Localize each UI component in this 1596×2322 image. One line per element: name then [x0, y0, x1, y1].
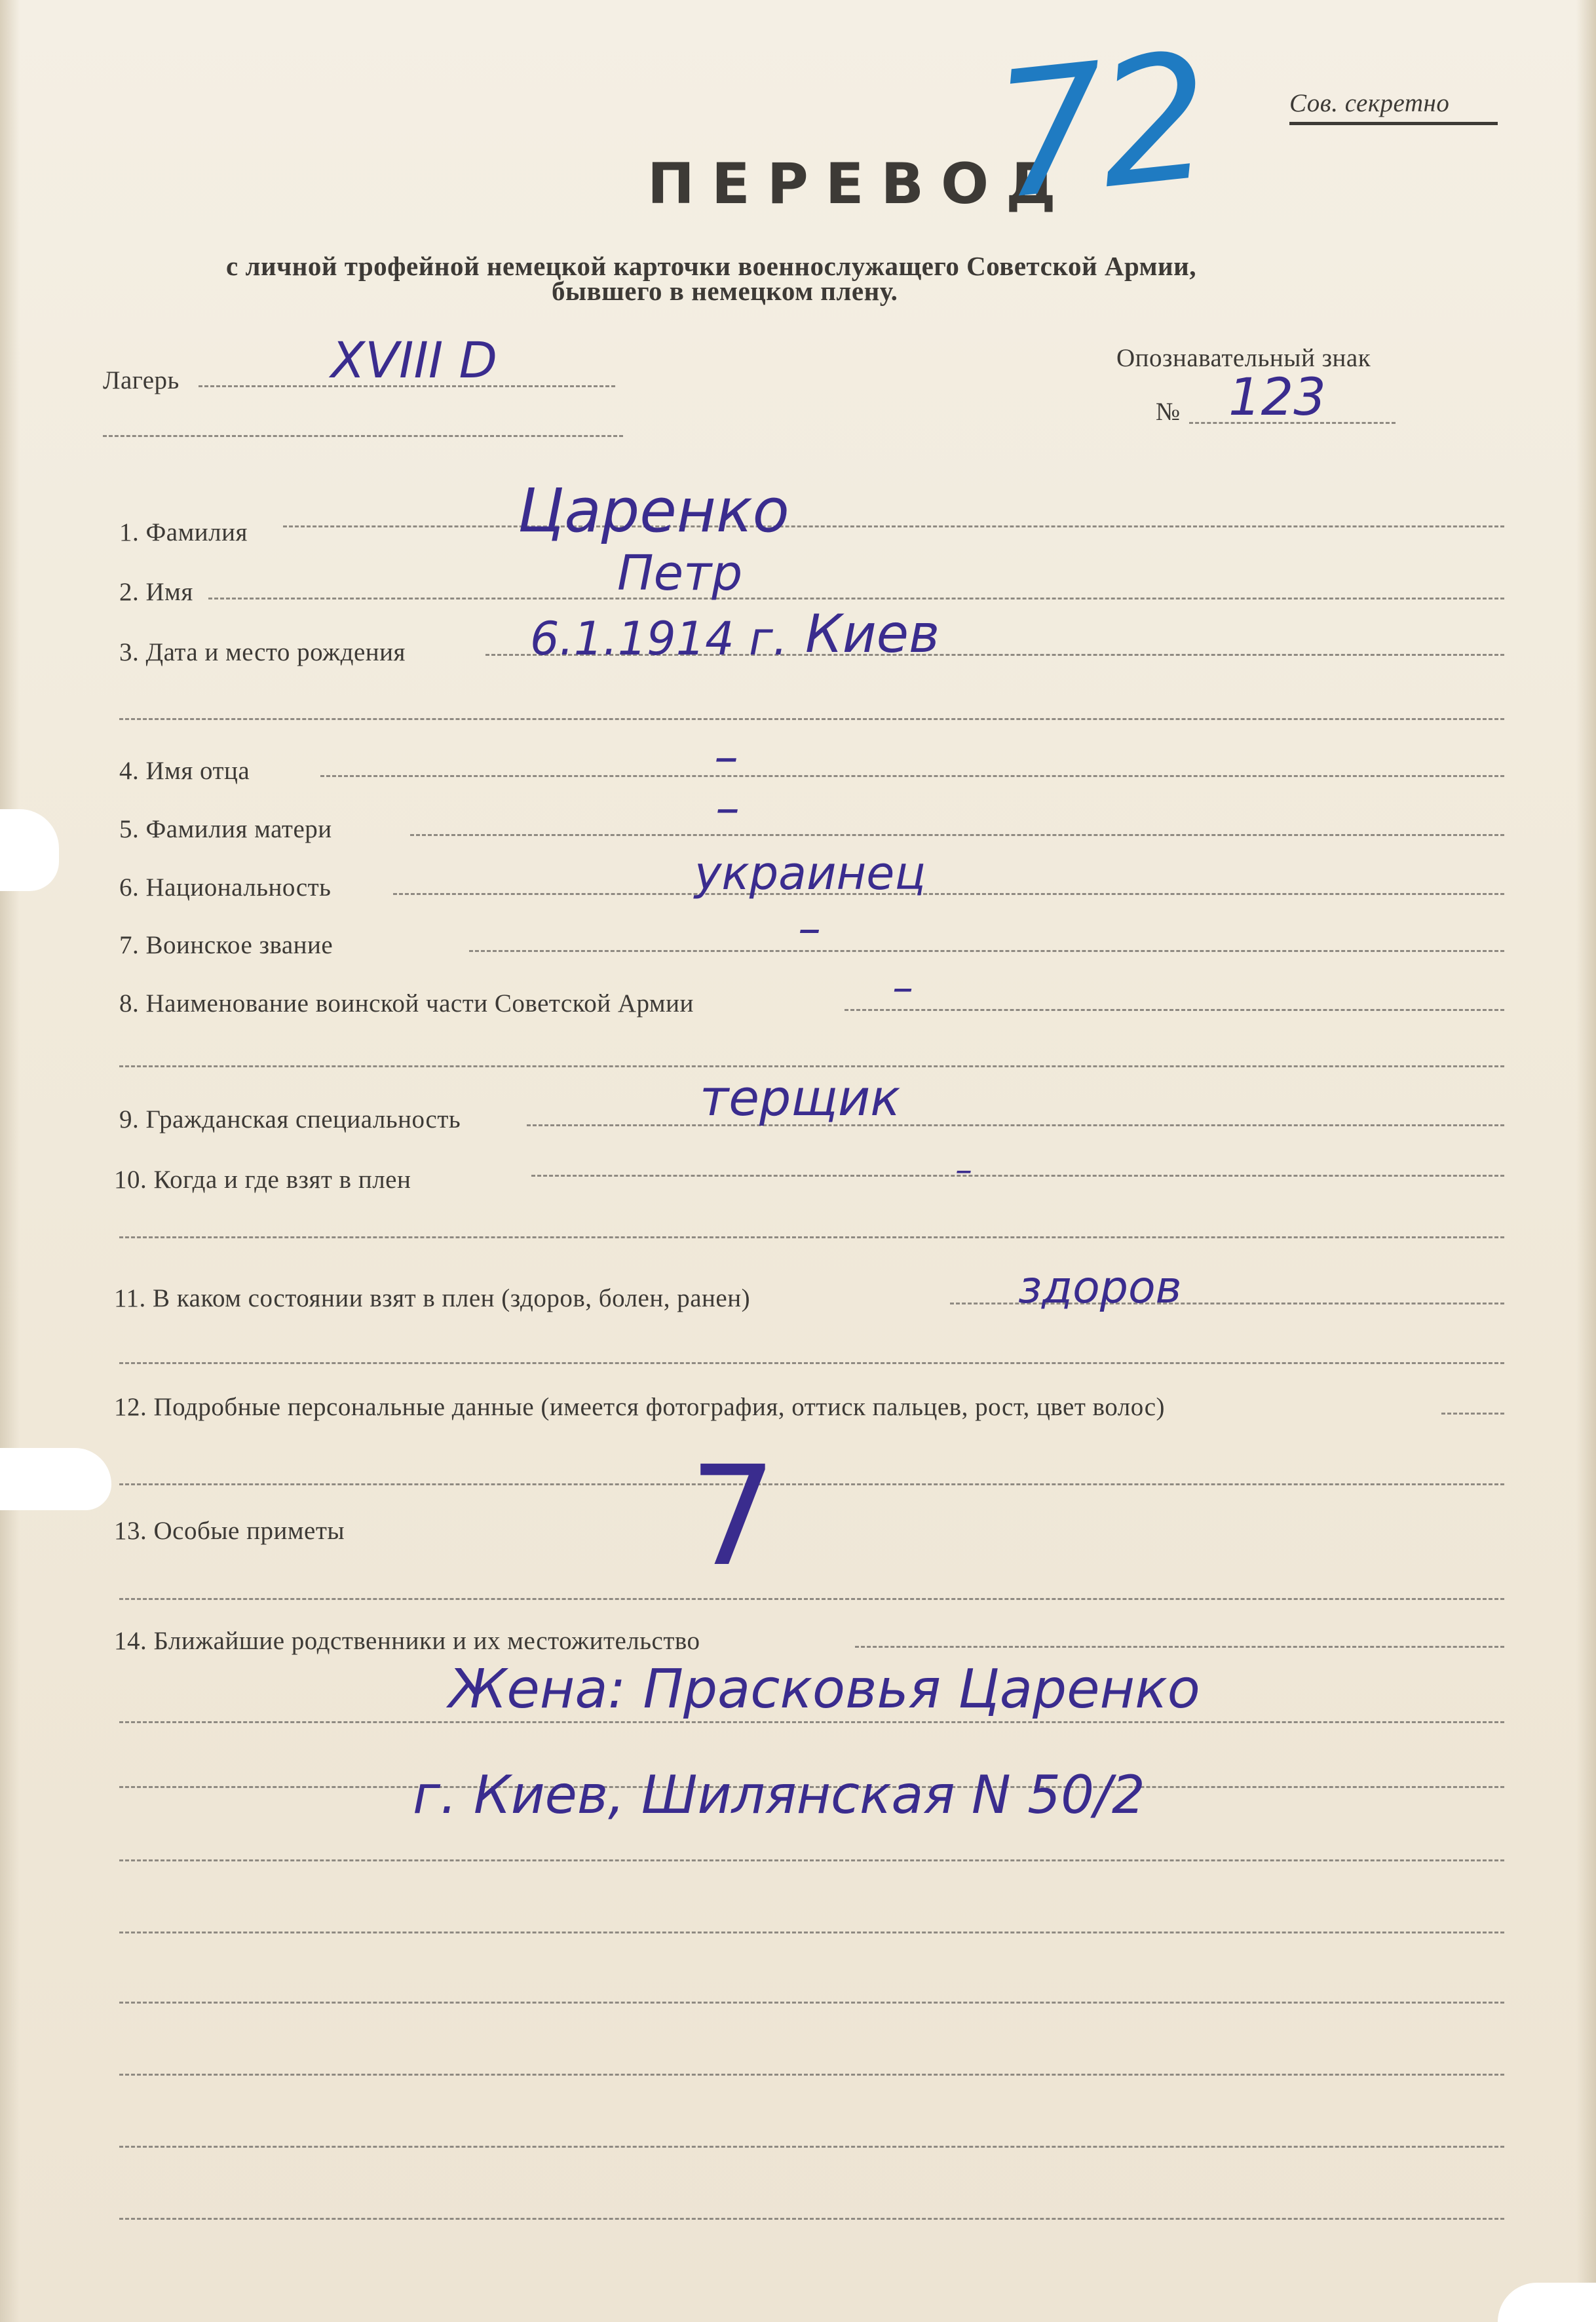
field-value-1: Царенко: [518, 476, 789, 546]
field-line-10: [531, 1175, 1504, 1177]
field-line-8: [845, 1009, 1504, 1011]
field-line-13: [119, 1598, 1504, 1600]
field-line-11b: [119, 1362, 1504, 1364]
folio-number: 72: [985, 16, 1214, 238]
field-line-5: [410, 834, 1504, 836]
field-value-4: –: [714, 729, 738, 785]
field-label-12: 12. Подробные персональные данные (имеется фотография, оттиск пальцев, рост, цвет волос): [114, 1393, 1165, 1421]
field-label-9: 9. Гражданская специальность: [119, 1105, 461, 1133]
field-line-7: [469, 950, 1504, 952]
field-label-2: 2. Имя: [119, 578, 193, 606]
field-line-14h: [119, 2146, 1504, 2148]
field-value-14-line1: Жена: Прасковья Царенко: [449, 1658, 1200, 1721]
field-line-2: [208, 598, 1504, 600]
field-label-11: 11. В каком состоянии взят в плен (здоров, болен, ранен): [114, 1284, 751, 1312]
field-value-6: украинец: [694, 847, 926, 900]
tag-label: Опознавательный знак: [1116, 344, 1371, 372]
document-subtitle-line2: бывшего в немецком плену.: [552, 276, 898, 306]
field-line-3b: [119, 718, 1504, 720]
field-label-1: 1. Фамилия: [119, 518, 248, 546]
field-value-8: –: [892, 964, 913, 1012]
field-label-14: 14. Ближайшие родственники и их местожительство: [114, 1627, 700, 1655]
classification-underline: [1289, 122, 1498, 125]
field-value-5: –: [715, 780, 740, 836]
field-line-12b: [119, 1483, 1504, 1485]
field-value-7: –: [798, 902, 821, 955]
document-title: ПЕРЕВОД: [647, 151, 1073, 217]
left-tear-lower: [0, 1448, 111, 1510]
field-value-3-place: Киев: [805, 603, 940, 664]
field-label-6: 6. Национальность: [119, 873, 332, 902]
camp-value: XVIII D: [331, 331, 497, 389]
field-line-14f: [119, 2002, 1504, 2004]
field-line-6: [393, 893, 1504, 895]
camp-label: Лагерь: [103, 366, 180, 394]
field-line-14d: [119, 1859, 1504, 1861]
field-line-14i: [119, 2218, 1504, 2220]
field-value-11: здоров: [1018, 1262, 1182, 1314]
field-line-14: [855, 1646, 1504, 1648]
document-subtitle-line1: с личной трофейной немецкой карточки военнослужащего Советской Армии,: [226, 251, 1197, 281]
field-label-5: 5. Фамилия матери: [119, 815, 332, 843]
classification-label: Сов. секретно: [1289, 89, 1450, 117]
field-line-9: [527, 1124, 1504, 1126]
field-label-7: 7. Воинское звание: [119, 931, 333, 959]
camp-line-2: [103, 435, 623, 437]
left-tear-upper: [0, 809, 59, 891]
field-label-4: 4. Имя отца: [119, 757, 250, 785]
field-label-8: 8. Наименование воинской части Советской Армии: [119, 989, 694, 1018]
field-line-1: [283, 525, 1504, 527]
field-value-2: Петр: [617, 545, 743, 601]
field-line-12: [1441, 1413, 1504, 1415]
field-value-13: 7: [689, 1436, 777, 1597]
field-value-9: терщик: [700, 1069, 901, 1127]
bottom-right-corner: [1498, 2283, 1596, 2322]
field-value-14-line2: г. Киев, Шилянская N 50/2: [413, 1764, 1145, 1825]
field-line-14e: [119, 1932, 1504, 1933]
field-line-8b: [119, 1065, 1504, 1067]
field-label-3: 3. Дата и место рождения: [119, 638, 406, 666]
field-value-10: –: [955, 1151, 972, 1190]
right-edge-shadow: [1576, 0, 1596, 2322]
field-line-4: [320, 775, 1504, 777]
field-line-10b: [119, 1236, 1504, 1238]
tag-value: 123: [1228, 368, 1326, 427]
field-label-10: 10. Когда и где взят в плен: [114, 1166, 411, 1194]
field-value-3-date: 6.1.1914 г.: [530, 612, 788, 666]
field-line-14b: [119, 1721, 1504, 1723]
tag-number-label: №: [1156, 398, 1181, 426]
field-label-13: 13. Особые приметы: [114, 1517, 345, 1545]
left-edge-shadow: [0, 0, 20, 2322]
field-line-14g: [119, 2074, 1504, 2076]
